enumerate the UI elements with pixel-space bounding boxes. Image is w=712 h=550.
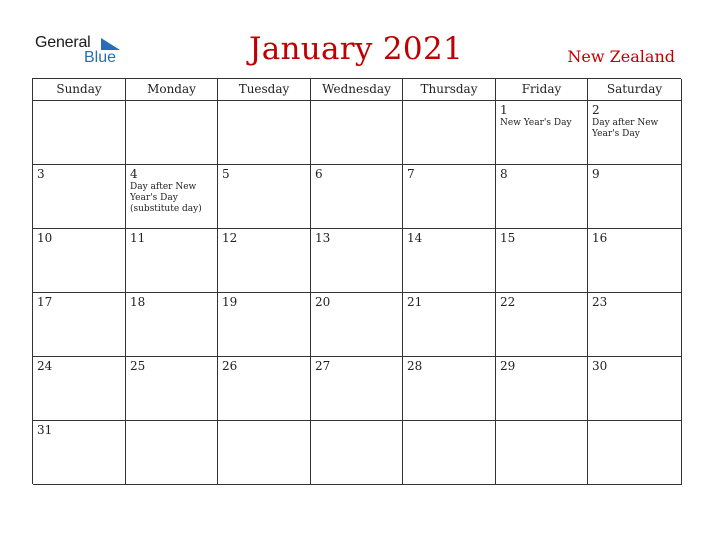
day-number: 2 bbox=[592, 103, 600, 117]
day-number: 10 bbox=[37, 231, 53, 245]
day-cell bbox=[126, 421, 218, 485]
day-cell bbox=[588, 229, 682, 293]
weekday-header-sunday: Sunday bbox=[33, 79, 126, 101]
day-cell bbox=[126, 165, 218, 229]
day-number: 11 bbox=[130, 231, 146, 245]
day-number: 28 bbox=[407, 359, 423, 373]
day-number: 8 bbox=[500, 167, 508, 181]
day-number: 13 bbox=[315, 231, 331, 245]
day-number: 6 bbox=[315, 167, 323, 181]
day-number: 7 bbox=[407, 167, 415, 181]
day-cell bbox=[496, 293, 588, 357]
day-number: 4 bbox=[130, 167, 138, 181]
holiday-label: Day after New Year's Day (substitute day) bbox=[130, 182, 202, 214]
day-cell bbox=[126, 293, 218, 357]
day-cell bbox=[496, 357, 588, 421]
day-number: 31 bbox=[37, 423, 53, 437]
day-number: 9 bbox=[592, 167, 600, 181]
page-title: January 2021 bbox=[248, 31, 463, 67]
day-number: 20 bbox=[315, 295, 331, 309]
day-cell bbox=[33, 421, 126, 485]
day-number: 5 bbox=[222, 167, 230, 181]
day-cell bbox=[496, 101, 588, 165]
day-cell bbox=[126, 229, 218, 293]
day-cell bbox=[311, 101, 403, 165]
day-cell bbox=[588, 293, 682, 357]
day-cell bbox=[218, 229, 311, 293]
day-cell bbox=[218, 165, 311, 229]
day-cell bbox=[496, 421, 588, 485]
day-cell bbox=[403, 229, 496, 293]
weekday-header-tuesday: Tuesday bbox=[218, 79, 311, 101]
weekday-header-wednesday: Wednesday bbox=[311, 79, 403, 101]
day-number: 21 bbox=[407, 295, 423, 309]
day-cell bbox=[311, 165, 403, 229]
day-cell bbox=[126, 101, 218, 165]
day-number: 18 bbox=[130, 295, 146, 309]
day-cell bbox=[311, 229, 403, 293]
day-cell bbox=[126, 357, 218, 421]
day-number: 1 bbox=[500, 103, 508, 117]
day-cell bbox=[311, 357, 403, 421]
holiday-label: Day after New Year's Day bbox=[592, 118, 659, 139]
day-number: 19 bbox=[222, 295, 238, 309]
day-cell bbox=[311, 421, 403, 485]
day-number: 14 bbox=[407, 231, 423, 245]
day-cell bbox=[403, 421, 496, 485]
day-number: 30 bbox=[592, 359, 608, 373]
country-label: New Zealand bbox=[567, 47, 675, 66]
day-number: 25 bbox=[130, 359, 146, 373]
day-number: 12 bbox=[222, 231, 238, 245]
logo-text-blue: Blue bbox=[84, 49, 117, 66]
day-cell bbox=[33, 293, 126, 357]
day-cell bbox=[33, 165, 126, 229]
day-cell bbox=[588, 357, 682, 421]
day-cell bbox=[218, 101, 311, 165]
day-number: 23 bbox=[592, 295, 608, 309]
day-number: 17 bbox=[37, 295, 53, 309]
day-cell bbox=[218, 293, 311, 357]
weekday-header-monday: Monday bbox=[126, 79, 218, 101]
day-cell bbox=[33, 229, 126, 293]
day-cell bbox=[588, 101, 682, 165]
day-number: 15 bbox=[500, 231, 516, 245]
weekday-header-saturday: Saturday bbox=[588, 79, 682, 101]
day-cell bbox=[403, 165, 496, 229]
day-number: 29 bbox=[500, 359, 516, 373]
calendar-grid bbox=[32, 78, 681, 484]
day-cell bbox=[33, 357, 126, 421]
day-cell bbox=[311, 293, 403, 357]
day-number: 24 bbox=[37, 359, 53, 373]
logo-text-general: General bbox=[35, 34, 91, 51]
day-number: 22 bbox=[500, 295, 516, 309]
day-cell bbox=[218, 357, 311, 421]
day-cell bbox=[403, 357, 496, 421]
day-cell bbox=[33, 101, 126, 165]
weekday-header-thursday: Thursday bbox=[403, 79, 496, 101]
day-cell bbox=[588, 421, 682, 485]
day-number: 27 bbox=[315, 359, 331, 373]
day-cell bbox=[218, 421, 311, 485]
day-cell bbox=[403, 293, 496, 357]
day-number: 16 bbox=[592, 231, 608, 245]
day-number: 26 bbox=[222, 359, 238, 373]
day-number: 3 bbox=[37, 167, 45, 181]
holiday-label: New Year's Day bbox=[500, 118, 572, 128]
day-cell bbox=[588, 165, 682, 229]
day-cell bbox=[403, 101, 496, 165]
weekday-header-friday: Friday bbox=[496, 79, 588, 101]
day-cell bbox=[496, 165, 588, 229]
day-cell bbox=[496, 229, 588, 293]
